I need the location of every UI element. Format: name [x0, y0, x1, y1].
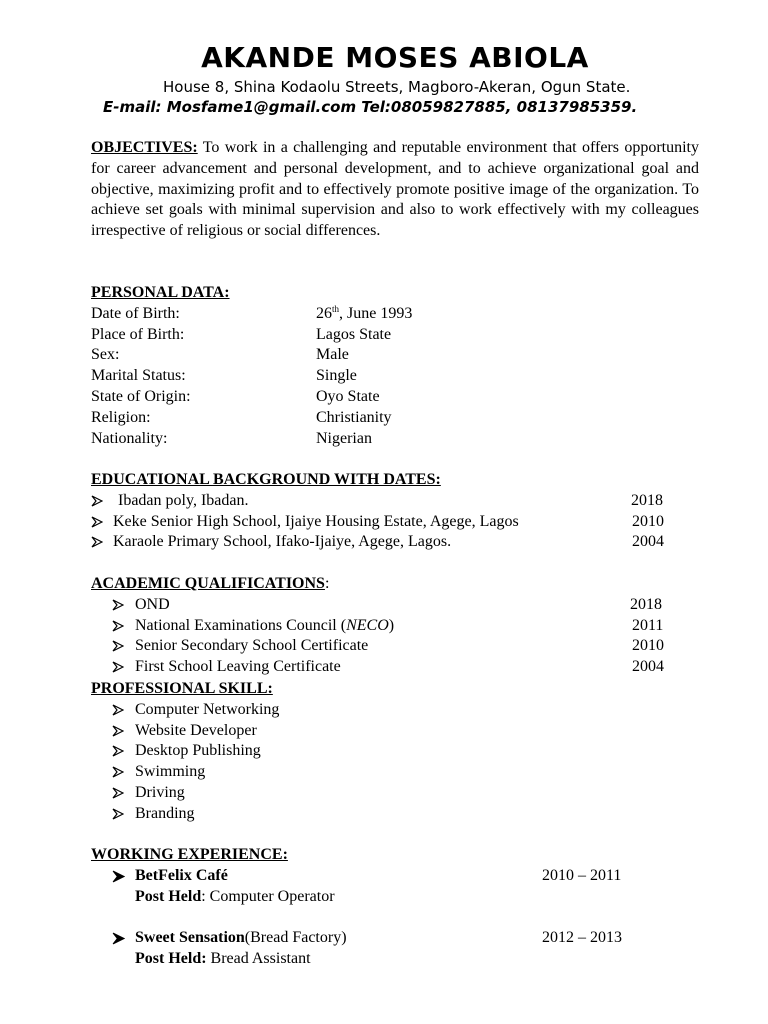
personal-label: Religion: [91, 408, 151, 426]
candidate-name: AKANDE MOSES ABIOLA [201, 41, 589, 74]
qualification-name: OND [135, 595, 170, 613]
education-heading: EDUCATIONAL BACKGROUND WITH DATES: [91, 471, 441, 488]
arrow-bullet-icon [112, 808, 130, 820]
skill-name: Website Developer [135, 721, 257, 739]
arrow-bullet-icon [112, 932, 130, 945]
dob-label: Date of Birth: [91, 304, 180, 322]
personal-row [91, 325, 691, 346]
qualification-year: 2004 [632, 658, 664, 676]
arrow-bullet-icon [91, 516, 109, 528]
personal-value: Single [316, 367, 357, 385]
skill-item [91, 762, 691, 783]
qualification-name: Senior Secondary School Certificate [135, 637, 369, 655]
arrow-bullet-icon [112, 870, 130, 883]
academic-heading: ACADEMIC QUALIFICATIONS [91, 575, 325, 592]
qualification-year: 2018 [630, 595, 662, 613]
arrow-bullet-icon [112, 766, 130, 778]
personal-row-dob [91, 304, 691, 325]
personal-value: Lagos State [316, 325, 392, 343]
objectives-section [91, 138, 699, 242]
post-held: Post Held: Bread Assistant [135, 949, 311, 967]
personal-label: Marital Status: [91, 367, 186, 385]
personal-row [91, 345, 691, 366]
arrow-bullet-icon [91, 536, 109, 548]
employer-name: BetFelix Café [135, 866, 228, 884]
skills-heading: PROFESSIONAL SKILL: [91, 680, 273, 697]
school-name: Keke Senior High School, Ijaiye Housing Estate, Agege, Lagos [113, 512, 519, 530]
arrow-bullet-icon [91, 495, 109, 507]
personal-value: Nigerian [316, 429, 372, 447]
arrow-bullet-icon [112, 640, 130, 652]
education-item [91, 532, 691, 553]
personal-data-section [91, 283, 691, 449]
education-section [91, 470, 691, 553]
job-dates: 2010 – 2011 [542, 866, 622, 884]
qualification-year: 2011 [632, 616, 664, 634]
personal-data-heading: PERSONAL DATA: [91, 284, 230, 301]
personal-row [91, 366, 691, 387]
personal-label: Sex: [91, 346, 120, 364]
personal-row [91, 429, 691, 450]
personal-row [91, 408, 691, 429]
personal-label: State of Origin: [91, 387, 191, 405]
skill-item [91, 783, 691, 804]
work-heading: WORKING EXPERIENCE: [91, 846, 288, 863]
personal-value: Christianity [316, 408, 392, 426]
school-name: Karaole Primary School, Ifako-Ijaiye, Agege, Lagos. [113, 533, 452, 551]
address-line: House 8, Shina Kodaolu Streets, Magboro-Akeran, Ogun State. [163, 78, 631, 96]
skill-name: Desktop Publishing [135, 742, 261, 760]
arrow-bullet-icon [112, 661, 130, 673]
skill-item [91, 700, 691, 721]
arrow-bullet-icon [112, 725, 130, 737]
skill-name: Swimming [135, 763, 206, 781]
qualification-name: National Examinations Council (NECO) [135, 616, 395, 634]
arrow-bullet-icon [112, 745, 130, 757]
personal-label: Nationality: [91, 429, 168, 447]
arrow-bullet-icon [112, 787, 130, 799]
personal-row [91, 387, 691, 408]
post-held: Post Held: Computer Operator [135, 887, 335, 905]
skill-item [91, 741, 691, 762]
work-section [91, 845, 691, 970]
qualification-item [91, 595, 691, 616]
skill-name: Branding [135, 804, 195, 822]
personal-value: Male [316, 346, 349, 364]
qualification-item [91, 657, 691, 678]
dob-value: 26th, June 1993 [316, 303, 413, 322]
skill-item [91, 721, 691, 742]
arrow-bullet-icon [112, 620, 130, 632]
education-item [91, 512, 691, 533]
employer-name: Sweet Sensation(Bread Factory) [135, 929, 347, 947]
job-item [91, 866, 691, 887]
qualification-year: 2010 [632, 637, 664, 655]
objectives-heading: OBJECTIVES: [91, 139, 198, 156]
education-item [91, 491, 691, 512]
qualification-name: First School Leaving Certificate [135, 658, 341, 676]
job-dates: 2012 – 2013 [542, 929, 622, 947]
school-year: 2018 [631, 491, 663, 509]
academic-section: ACADEMIC QUALIFICATIONS: OND 2018 National Examinations Council (NECO) 2011 Senior Secondary School Certificate 2010 First School Leaving Certificate 2004 [91, 574, 691, 678]
job-post [91, 887, 691, 908]
arrow-bullet-icon [112, 599, 130, 611]
job-post [91, 949, 691, 970]
qualification-item [91, 636, 691, 657]
skill-item [91, 804, 691, 825]
arrow-bullet-icon [112, 704, 130, 716]
objectives-text: To work in a challenging and reputable environment that offers opportunity for career advancement and personal development, and to achieve organizational goal and objective, maximizing profit and to effectively promote positive image of the organization. To achieve set goals with minimal supervision and also to work effectively with my colleagues irrespective of religious or social differences. [91, 139, 699, 240]
school-year: 2004 [632, 533, 664, 551]
skill-name: Computer Networking [135, 700, 280, 718]
school-year: 2010 [632, 512, 664, 530]
contact-line: E-mail: Mosfame1@gmail.com Tel:08059827885, 08137985359. [103, 98, 638, 116]
school-name: Ibadan poly, Ibadan. [118, 491, 249, 509]
personal-label: Place of Birth: [91, 325, 185, 343]
personal-value: Oyo State [316, 387, 380, 405]
job-item [91, 928, 691, 949]
skill-name: Driving [135, 783, 185, 801]
skills-section [91, 679, 691, 825]
qualification-item [91, 616, 691, 637]
